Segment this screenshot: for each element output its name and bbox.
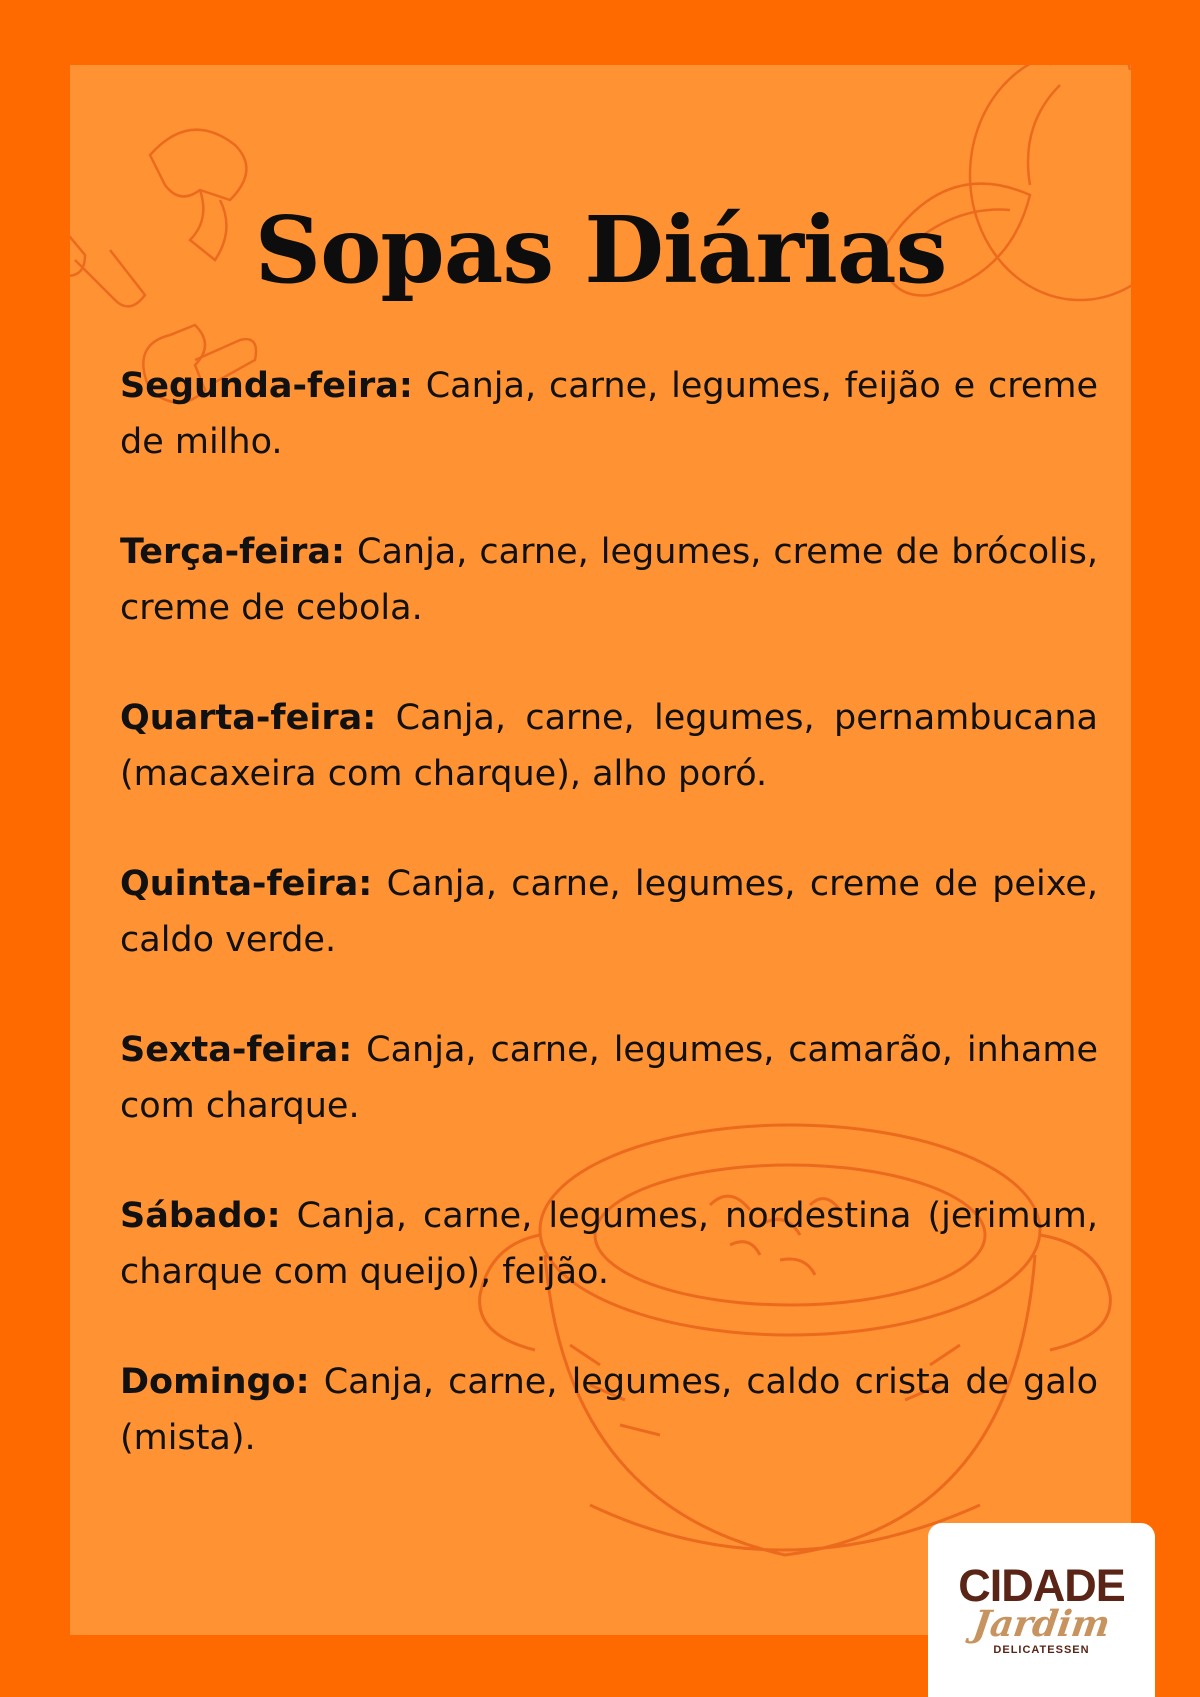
soup-list: Canja, carne, legumes, creme de brócolis, creme de cebola. — [120, 532, 1098, 628]
menu-entry-sunday — [120, 1354, 1098, 1466]
logo-tagline: DELICATESSEN — [993, 1644, 1090, 1656]
soup-list: Canja, carne, legumes, creme de peixe, caldo verde. — [120, 864, 1098, 960]
day-label: Terça-feira: — [120, 532, 345, 572]
soup-list: Canja, carne, legumes, caldo crista de galo (mista). — [120, 1362, 1098, 1458]
menu-entry-thursday — [120, 856, 1098, 968]
menu-entry-friday — [120, 1022, 1098, 1134]
logo-wordmark: CIDADE — [958, 1560, 1125, 1611]
menu-entry-wednesday — [120, 690, 1098, 802]
soup-list: Canja, carne, legumes, camarão, inhame com charque. — [120, 1030, 1098, 1126]
menu-entry-saturday — [120, 1188, 1098, 1300]
day-label: Segunda-feira: — [120, 366, 413, 406]
day-label: Sábado: — [120, 1196, 281, 1236]
weekly-soup-menu — [120, 358, 1098, 1520]
soup-list: Canja, carne, legumes, nordestina (jerimum, charque com queijo), feijão. — [120, 1196, 1098, 1292]
logo-script: Jardim — [970, 1603, 1113, 1645]
day-label: Domingo: — [120, 1362, 310, 1402]
menu-entry-tuesday — [120, 524, 1098, 636]
brand-logo — [928, 1523, 1155, 1697]
soup-list: Canja, carne, legumes, pernambucana (macaxeira com charque), alho poró. — [120, 698, 1098, 794]
day-label: Quinta-feira: — [120, 864, 373, 904]
day-label: Quarta-feira: — [120, 698, 377, 738]
page-title: Sopas Diárias — [254, 196, 947, 304]
day-label: Sexta-feira: — [120, 1030, 353, 1070]
soup-list: Canja, carne, legumes, feijão e creme de milho. — [120, 366, 1098, 462]
menu-entry-monday — [120, 358, 1098, 470]
